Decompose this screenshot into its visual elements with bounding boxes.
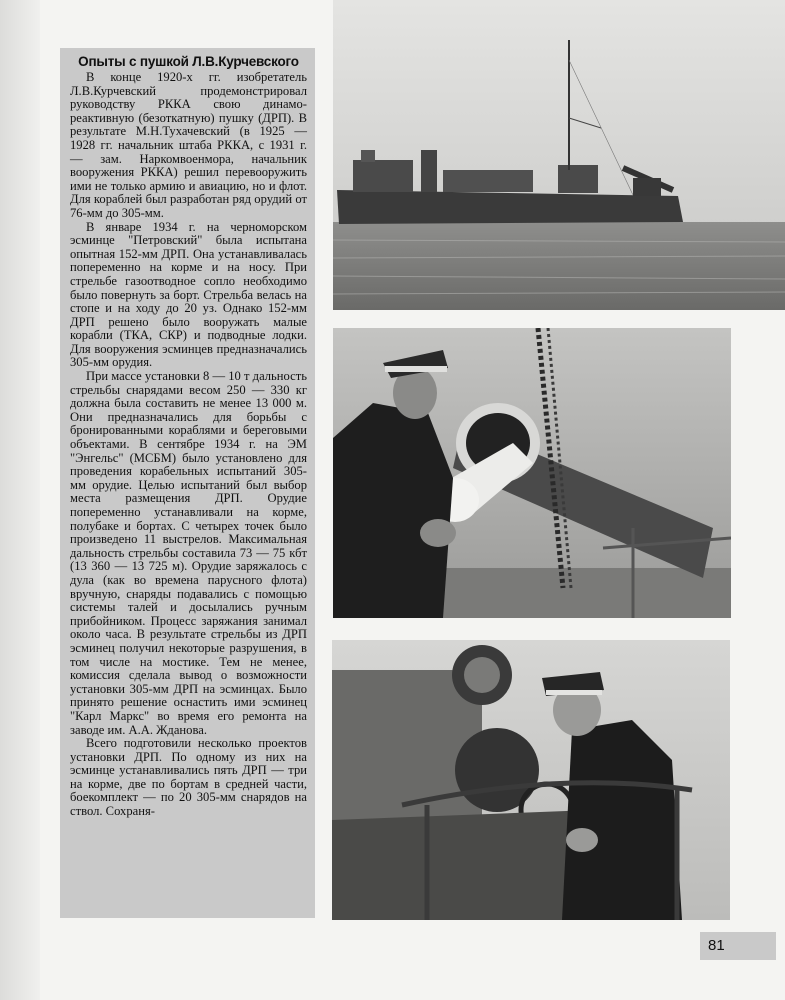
- photo-officer-at-gun-mechanism: [332, 640, 730, 920]
- article-title: Опыты с пушкой Л.В.Курчевского: [78, 54, 299, 69]
- photo-destroyer-at-sea: [333, 0, 785, 310]
- page-edge-shadow: [0, 0, 40, 1000]
- article-paragraph: В январе 1934 г. на черноморском эсминце "Петровский" была испытана опытная 152-мм ДРП. Она устанавливалась попеременно на корме и на носу. При стрельбе газоотводное сопло необходимо было повернуть за борт. Стрельба велась на стопе и на ходу до 20 уз. Однако 152-мм ДРП решено было вооружать малые корабли (ТКА, СКР) и подводные лодки. Для вооружения эсминцев предназначались 305-мм орудия.: [70, 219, 307, 370]
- article-paragraph: При массе установки 8 — 10 т дальность стрельбы снарядами весом 250 — 330 кг должна была составить не менее 13 000 м. Они предназначались для борьбы с бронированными кораблями и береговыми объектами. В сентябре 1934 г. на ЭМ "Энгельс" (МСБМ) было установлено для проведения корабельных испытаний 305-мм орудие. Целью испытаний был выбор места размещения ДРП. Орудие попеременно устанавливали на корме, полубаке и бортах. С четырех точек было произведено 11 выстрелов. Максимальная дальность стрельбы составила 73 — 75 кбт (13 360 — 13 725 м). Орудие заряжалось с дула (как во времена парусного флота) вручную, снаряды подавались с помощью системы талей и досылались ручным прибойником. Процесс заряжания занимал около часа. В результате стрельбы из ДРП эсминец получил некоторые разрушения, в том числе на мостике. Тем не менее, комиссия сделала вывод о возможности установки 305-мм ДРП на эсминцах. Было принято решение оснастить ими эсминец "Карл Маркс" во время его ремонта на заводе им. А.А. Жданова.: [70, 369, 307, 737]
- article-paragraph: В конце 1920-х гг. изобретатель Л.В.Курчевский продемонстрировал руководству РККА свою динамо-реактивную (безоткатную) пушку (ДРП). В результате М.Н.Тухачевский (в 1925 — 1928 гг. начальник штаба РККА, с 1931 г. — зам. Наркомвоенмора, начальник вооружения РККА) решил перевооружить ими не только армию и авиацию, но и флот. Для кораблей был разработан ряд орудий от 76-мм до 305-мм.: [70, 70, 307, 220]
- article-paragraph: Всего подготовили несколько проектов установки ДРП. По одному из них на эсминце устанавливались пять ДРП — три на корме, две по бортам в средней части, боекомплект — по 20 305-мм снарядов на ствол. Сохраня-: [70, 736, 307, 819]
- sidebar-article: [60, 48, 315, 918]
- photo-sailor-loading-gun: [333, 328, 731, 618]
- page-number: 81: [700, 932, 776, 960]
